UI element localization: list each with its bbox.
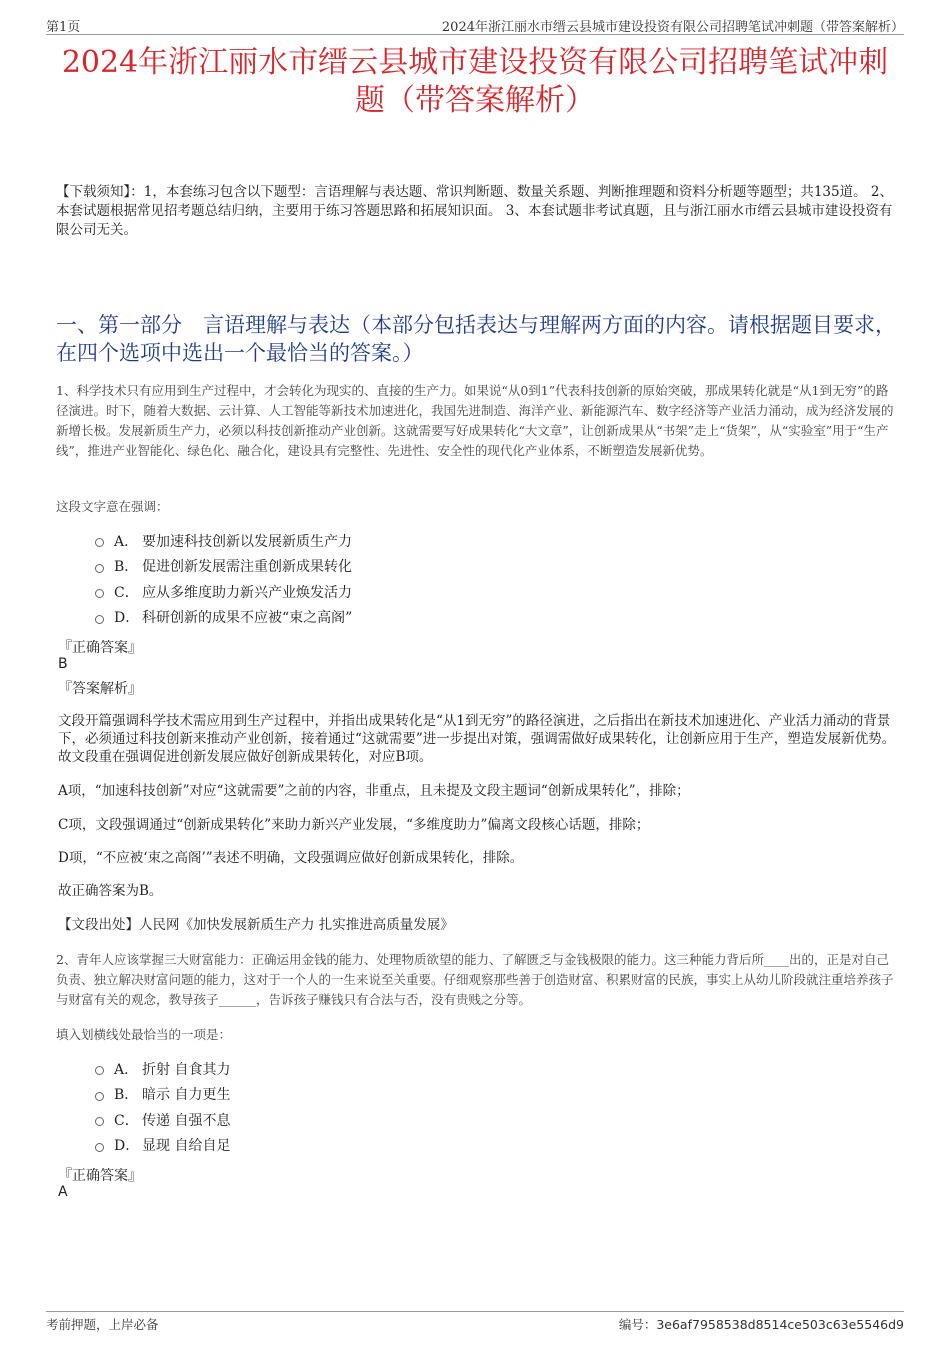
answer-value: A xyxy=(58,1184,68,1200)
option-c[interactable]: C． 传递 自强不息 xyxy=(95,1107,230,1133)
radio-icon[interactable] xyxy=(95,1143,104,1152)
download-notice: 【下载须知】：1，本套练习包含以下题型：言语理解与表达题、常识判断题、数量关系题、判断推理题和资料分析题等题型；共135道。 2、本套试题根据常见招考题总结归纳，主要用于练习答题思路和拓展知识面。 3、本套试题非考试真题，且与浙江丽水市缙云县城市建设投资有限公司无关。 xyxy=(56,184,893,238)
analysis-conclusion: 故正确答案为B。 xyxy=(58,883,163,899)
footer-code-value: 3e6af7958538d8514ce503c63e5546d9 xyxy=(656,1317,904,1332)
radio-icon[interactable] xyxy=(95,1117,104,1126)
page-number: 第1页 xyxy=(46,20,81,35)
option-d[interactable]: D． 显现 自给自足 xyxy=(95,1133,230,1159)
question-2-prompt: 填入划横线处最恰当的一项是： xyxy=(56,1027,232,1042)
radio-icon[interactable] xyxy=(95,589,104,598)
footer-slogan: 考前押题，上岸必备 xyxy=(46,1317,159,1332)
option-b[interactable]: B． 促进创新发展需注重创新成果转化 xyxy=(95,554,352,580)
option-a[interactable]: A． 折射 自食其力 xyxy=(95,1056,230,1082)
answer-label: 『正确答案』 xyxy=(58,1168,142,1184)
question-1-text: 1、科学技术只有应用到生产过程中，才会转化为现实的、直接的生产力。如果说“从0到1”代表科技创新的原始突破，那成果转化就是“从1到无穷”的路径演进。时下，随着大数据、云计算、人工智能等新技术加速进化，我国先进制造、海洋产业、新能源汽车、数字经济等产业活力涌动，成为经济发展的新增长极。发展新质生产力，必须以科技创新推动产业创新。这就需要写好成果转化“大文章”，让创新成果从“书架”走上“货架”，从“实验室”用于“生产线”，推进产业智能化、绿色化、融合化，建设具有完整性、先进性、安全性的现代化产业体系，不断塑造发展新优势。 xyxy=(56,383,894,458)
option-b[interactable]: B． 暗示 自力更生 xyxy=(95,1082,230,1108)
analysis-paragraph: 文段开篇强调科学技术需应用到生产过程中，并指出成果转化是“从1到无穷”的路径演进，之后指出在新技术加速进化、产业活力涌动的背景下，必须通过科技创新来推动产业创新，接着通过“这就需要”进一步提出对策，强调需做好成果转化，让创新应用于生产，塑造发展新优势。故文段重在强调促进创新发展应做好创新成果转化，对应B项。 xyxy=(58,713,896,765)
radio-icon[interactable] xyxy=(95,1092,104,1101)
question-1-prompt: 这段文字意在强调： xyxy=(56,499,169,514)
radio-icon[interactable] xyxy=(95,538,104,547)
analysis-option-a: A项，“加速科技创新”对应“这就需要”之前的内容，非重点，且未提及文段主题词“创新成果转化”，排除； xyxy=(58,783,690,799)
analysis-label: 『答案解析』 xyxy=(58,681,142,697)
section-title: 一、第一部分 言语理解与表达（本部分包括表达与理解两方面的内容。请根据题目要求，在四个选项中选出一个最恰当的答案。） xyxy=(56,313,896,365)
document-title: 2024年浙江丽水市缙云县城市建设投资有限公司招聘笔试冲刺题（带答案解析） xyxy=(61,45,889,118)
analysis-option-c: C项，文段强调通过“创新成果转化”来助力新兴产业发展，“多维度助力”偏离文段核心话题，排除； xyxy=(58,817,650,833)
header-doc-title: 2024年浙江丽水市缙云县城市建设投资有限公司招聘笔试冲刺题（带答案解析） xyxy=(441,20,904,35)
radio-icon[interactable] xyxy=(95,615,104,624)
page-header xyxy=(46,14,904,35)
radio-icon[interactable] xyxy=(95,564,104,573)
answer-value: B xyxy=(58,656,68,672)
option-a[interactable]: A． 要加速科技创新以发展新质生产力 xyxy=(95,528,352,554)
answer-label: 『正确答案』 xyxy=(58,640,142,656)
radio-icon[interactable] xyxy=(95,1066,104,1075)
page-footer xyxy=(46,1311,904,1336)
analysis-option-d: D项，“不应被‘束之高阁’”表述不明确，文段强调应做好创新成果转化，排除。 xyxy=(58,850,524,866)
passage-source: 【文段出处】人民网《加快发展新质生产力 扎实推进高质量发展》 xyxy=(58,917,454,933)
footer-code xyxy=(619,1315,904,1333)
question-1-options xyxy=(95,528,352,630)
option-c[interactable]: C． 应从多维度助力新兴产业焕发活力 xyxy=(95,579,352,605)
option-d[interactable]: D． 科研创新的成果不应被“束之高阁” xyxy=(95,605,352,631)
question-2-options xyxy=(95,1056,230,1158)
question-2-text: 2、青年人应该掌握三大财富能力：正确运用金钱的能力、处理物质欲望的能力、了解匮乏与金钱极限的能力。这三种能力背后所____出的，正是对自己负责、独立解决财富问题的能力，这对于一个人的一生来说至关重要。仔细观察那些善于创造财富、积累财富的民族，事实上从幼儿阶段就注重培养孩子与财富有关的观念，教导孩子______，告诉孩子赚钱只有合法与否，没有贵贱之分等。 xyxy=(56,952,894,1007)
footer-code-label: 编号： xyxy=(618,1317,657,1332)
